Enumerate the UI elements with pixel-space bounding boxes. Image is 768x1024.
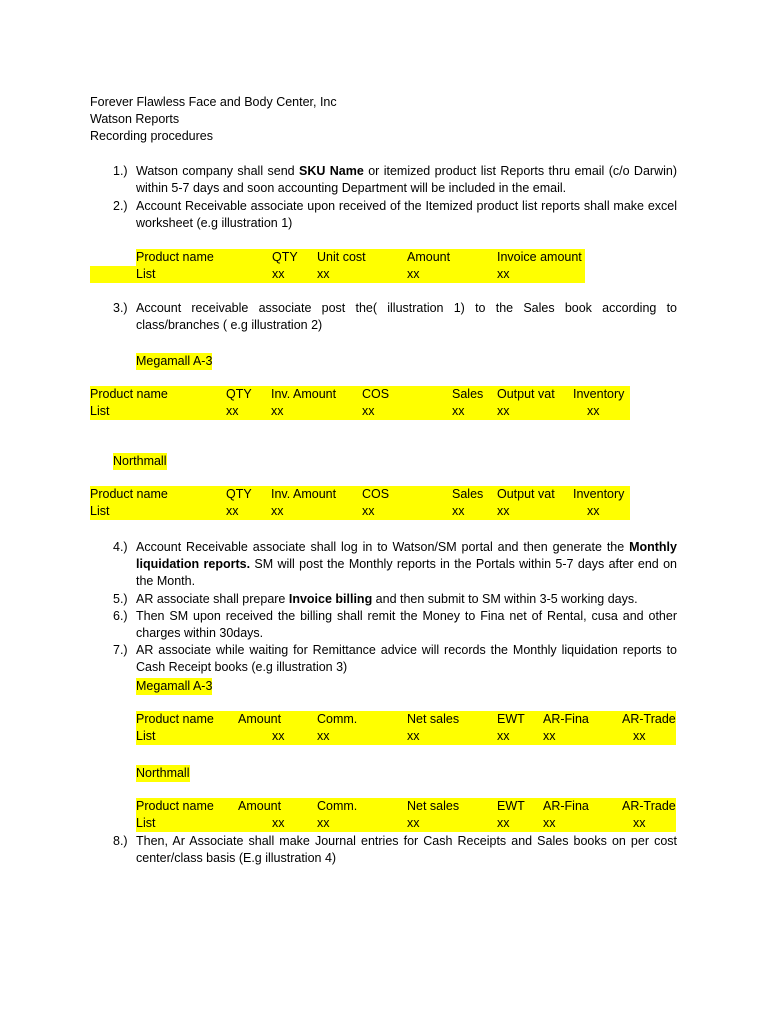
table-cell: xx (407, 729, 420, 743)
step-4-number: 4.) (113, 540, 128, 554)
table-header: Inventory (573, 387, 625, 401)
table-cell: xx (362, 504, 375, 518)
table-header: Net sales (407, 712, 460, 726)
table-header: Product name (90, 487, 168, 501)
table-header: Comm. (317, 799, 358, 813)
step-1-text: Watson company shall send SKU Name or itemized product list Reports thru email (c/o Darwin) within 5-7 days and soon accounting Department will be included in the email. (136, 164, 677, 195)
table-header: QTY (226, 387, 252, 401)
table-cell: List (136, 267, 156, 281)
table-cell: xx (497, 504, 510, 518)
table-cell: List (136, 729, 156, 743)
step-3-number: 3.) (113, 301, 128, 315)
table-header: Product name (90, 387, 168, 401)
table-cell: xx (272, 267, 285, 281)
table-cell: xx (407, 267, 420, 281)
table-header: AR-Trade (622, 712, 676, 726)
table-cell: List (90, 504, 110, 518)
step-7-text: AR associate while waiting for Remittance advice will records the Monthly liquidation reports to Cash Receipt books (e.g illustration 3) (136, 643, 677, 674)
table-cell: xx (317, 816, 330, 830)
branch-label: Megamall A-3 (136, 679, 213, 693)
table-header: Product name (136, 250, 214, 264)
company-name: Forever Flawless Face and Body Center, Inc (90, 95, 337, 109)
table-cell: xx (272, 729, 285, 743)
step-2-text: Account Receivable associate upon received of the Itemized product list reports shall make excel worksheet (e.g illustration 1) (136, 199, 677, 230)
table-cell: List (90, 404, 110, 418)
step-2-number: 2.) (113, 199, 128, 213)
branch-label: Northmall (136, 766, 190, 780)
step-6-number: 6.) (113, 609, 128, 623)
table-cell: xx (543, 729, 556, 743)
table-cell: xx (226, 404, 239, 418)
table-header: Product name (136, 799, 214, 813)
table-header: Sales (452, 487, 484, 501)
table-cell: xx (633, 816, 646, 830)
table-header: Invoice amount (497, 250, 582, 264)
report-title: Watson Reports (90, 112, 180, 126)
table-cell: xx (317, 729, 330, 743)
table-cell: xx (317, 267, 330, 281)
step-6-text: Then SM upon received the billing shall remit the Money to Fina net of Rental, cusa and other charges within 30days. (136, 609, 677, 640)
table-header: QTY (272, 250, 298, 264)
table-header: EWT (497, 799, 525, 813)
table-header: Inventory (573, 487, 625, 501)
table-cell: xx (272, 816, 285, 830)
table-header: Amount (407, 250, 451, 264)
table-header: AR-Fina (543, 799, 589, 813)
table-cell: List (136, 816, 156, 830)
step-1-number: 1.) (113, 164, 128, 178)
table-header: Net sales (407, 799, 460, 813)
table-header: QTY (226, 487, 252, 501)
step-8-number: 8.) (113, 834, 128, 848)
section-title: Recording procedures (90, 129, 213, 143)
table-header: Amount (238, 712, 282, 726)
table-cell: xx (407, 816, 420, 830)
table-cell: xx (633, 729, 646, 743)
table-header: EWT (497, 712, 525, 726)
table-header: Inv. Amount (271, 387, 337, 401)
table-cell: xx (271, 504, 284, 518)
step-3-text: Account receivable associate post the( illustration 1) to the Sales book according to class/branches ( e.g illustration 2) (136, 301, 677, 332)
step-7-number: 7.) (113, 643, 128, 657)
table-cell: xx (587, 504, 600, 518)
table-cell: xx (226, 504, 239, 518)
table-header: AR-Trade (622, 799, 676, 813)
table-cell: xx (497, 267, 510, 281)
table-header: COS (362, 387, 390, 401)
table-header: AR-Fina (543, 712, 589, 726)
step-5-number: 5.) (113, 592, 128, 606)
table-cell: xx (543, 816, 556, 830)
table-header: Output vat (497, 387, 555, 401)
table-cell: xx (362, 404, 375, 418)
branch-label: Northmall (113, 454, 167, 468)
step-8-text: Then, Ar Associate shall make Journal entries for Cash Receipts and Sales books on per cost center/class basis (E.g illustration 4) (136, 834, 677, 865)
step-5-text: AR associate shall prepare Invoice billing and then submit to SM within 3-5 working days. (136, 592, 638, 606)
table-header: Unit cost (317, 250, 366, 264)
table-header: Sales (452, 387, 484, 401)
table-cell: xx (587, 404, 600, 418)
table-header: Inv. Amount (271, 487, 337, 501)
table-header: COS (362, 487, 390, 501)
table-cell: xx (497, 816, 510, 830)
branch-label: Megamall A-3 (136, 354, 213, 368)
table-header: Output vat (497, 487, 555, 501)
table-cell: xx (497, 404, 510, 418)
step-4-text: Account Receivable associate shall log in to Watson/SM portal and then generate the Monthly liquidation reports. SM will post the Monthly reports in the Portals within 5-7 days after end on the Month. (136, 540, 677, 588)
table-cell: xx (452, 504, 465, 518)
table-header: Product name (136, 712, 214, 726)
table-cell: xx (452, 404, 465, 418)
table-cell: xx (271, 404, 284, 418)
table-header: Amount (238, 799, 282, 813)
table-header: Comm. (317, 712, 358, 726)
table-cell: xx (497, 729, 510, 743)
